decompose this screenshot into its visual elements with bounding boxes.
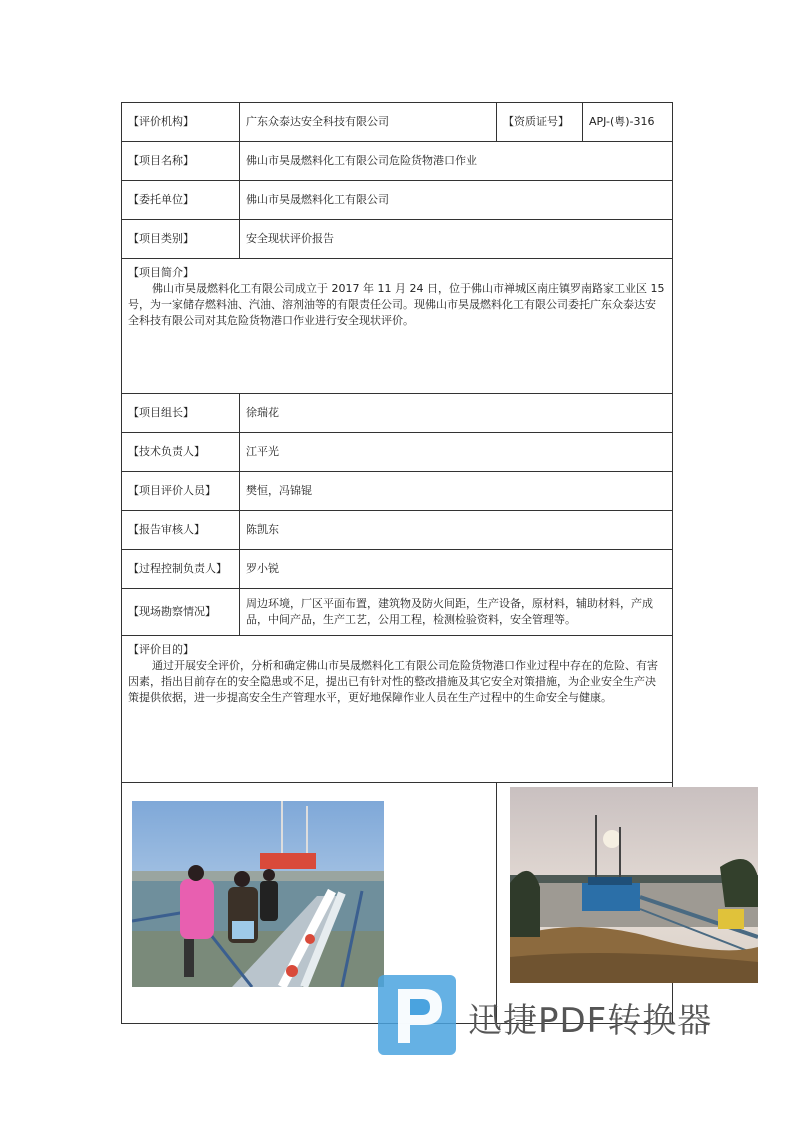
org-value: 广东众泰达安全科技有限公司 [240,103,497,142]
evaluators-label: 【项目评价人员】 [122,472,240,511]
row-intro [122,259,673,394]
project-info-table [121,102,673,1024]
process-value: 罗小锐 [240,550,673,589]
reviewer-label: 【报告审核人】 [122,511,240,550]
intro-text: 佛山市昊晟燃料化工有限公司成立于 2017 年 11 月 24 日，位于佛山市禅城区南庄镇罗南路家工业区 15 号，为一家储存燃料油、汽油、溶剂油等的有限责任公司。现佛山市昊晟燃料化工有限公司委托广东众泰达安全科技有限公司对其危险货物港口作业进行安全现状评价。 [128,282,665,327]
client-label: 【委托单位】 [122,181,240,220]
survey-label: 【现场勘察情况】 [122,589,240,636]
site-photo-dock [510,787,758,983]
row-evaluators [122,472,673,511]
row-survey [122,589,673,636]
intro-cell [122,259,673,394]
leader-value: 徐瑞花 [240,394,673,433]
row-category [122,220,673,259]
purpose-label: 【评价目的】 [128,643,194,656]
client-value: 佛山市昊晟燃料化工有限公司 [240,181,673,220]
purpose-text: 通过开展安全评价，分析和确定佛山市昊晟燃料化工有限公司危险货物港口作业过程中存在的危险、有害因素，指出目前存在的安全隐患或不足，提出已有针对性的整改措施及其它安全对策措施，为企业安全生产决策提供依据，进一步提高安全生产管理水平，更好地保障作业人员在生产过程中的生命安全与健康。 [128,659,658,704]
pdf-converter-logo-icon [378,975,456,1055]
project-name-value: 佛山市昊晟燃料化工有限公司危险货物港口作业 [240,142,673,181]
row-process [122,550,673,589]
purpose-cell [122,636,673,783]
row-client [122,181,673,220]
tech-value: 江平光 [240,433,673,472]
row-tech [122,433,673,472]
org-label: 【评价机构】 [122,103,240,142]
row-leader [122,394,673,433]
tech-label: 【技术负责人】 [122,433,240,472]
row-project-name [122,142,673,181]
survey-value: 周边环境，厂区平面布置，建筑物及防火间距，生产设备，原材料，辅助材料，产成品，中间产品，生产工艺，公用工程，检测检验资料，安全管理等。 [240,589,673,636]
reviewer-value: 陈凯东 [240,511,673,550]
row-reviewer [122,511,673,550]
watermark-text: 迅捷PDF转换器 [468,1001,713,1041]
cert-value: APJ-(粤)-316 [583,103,673,142]
leader-label: 【项目组长】 [122,394,240,433]
category-value: 安全现状评价报告 [240,220,673,259]
row-org [122,103,673,142]
row-purpose [122,636,673,783]
project-name-label: 【项目名称】 [122,142,240,181]
cert-label: 【资质证号】 [497,103,583,142]
category-label: 【项目类别】 [122,220,240,259]
site-photo-walkway [132,801,384,987]
watermark [378,975,713,1055]
process-label: 【过程控制负责人】 [122,550,240,589]
evaluators-value: 樊恒，冯锦锟 [240,472,673,511]
intro-label: 【项目简介】 [128,266,194,279]
